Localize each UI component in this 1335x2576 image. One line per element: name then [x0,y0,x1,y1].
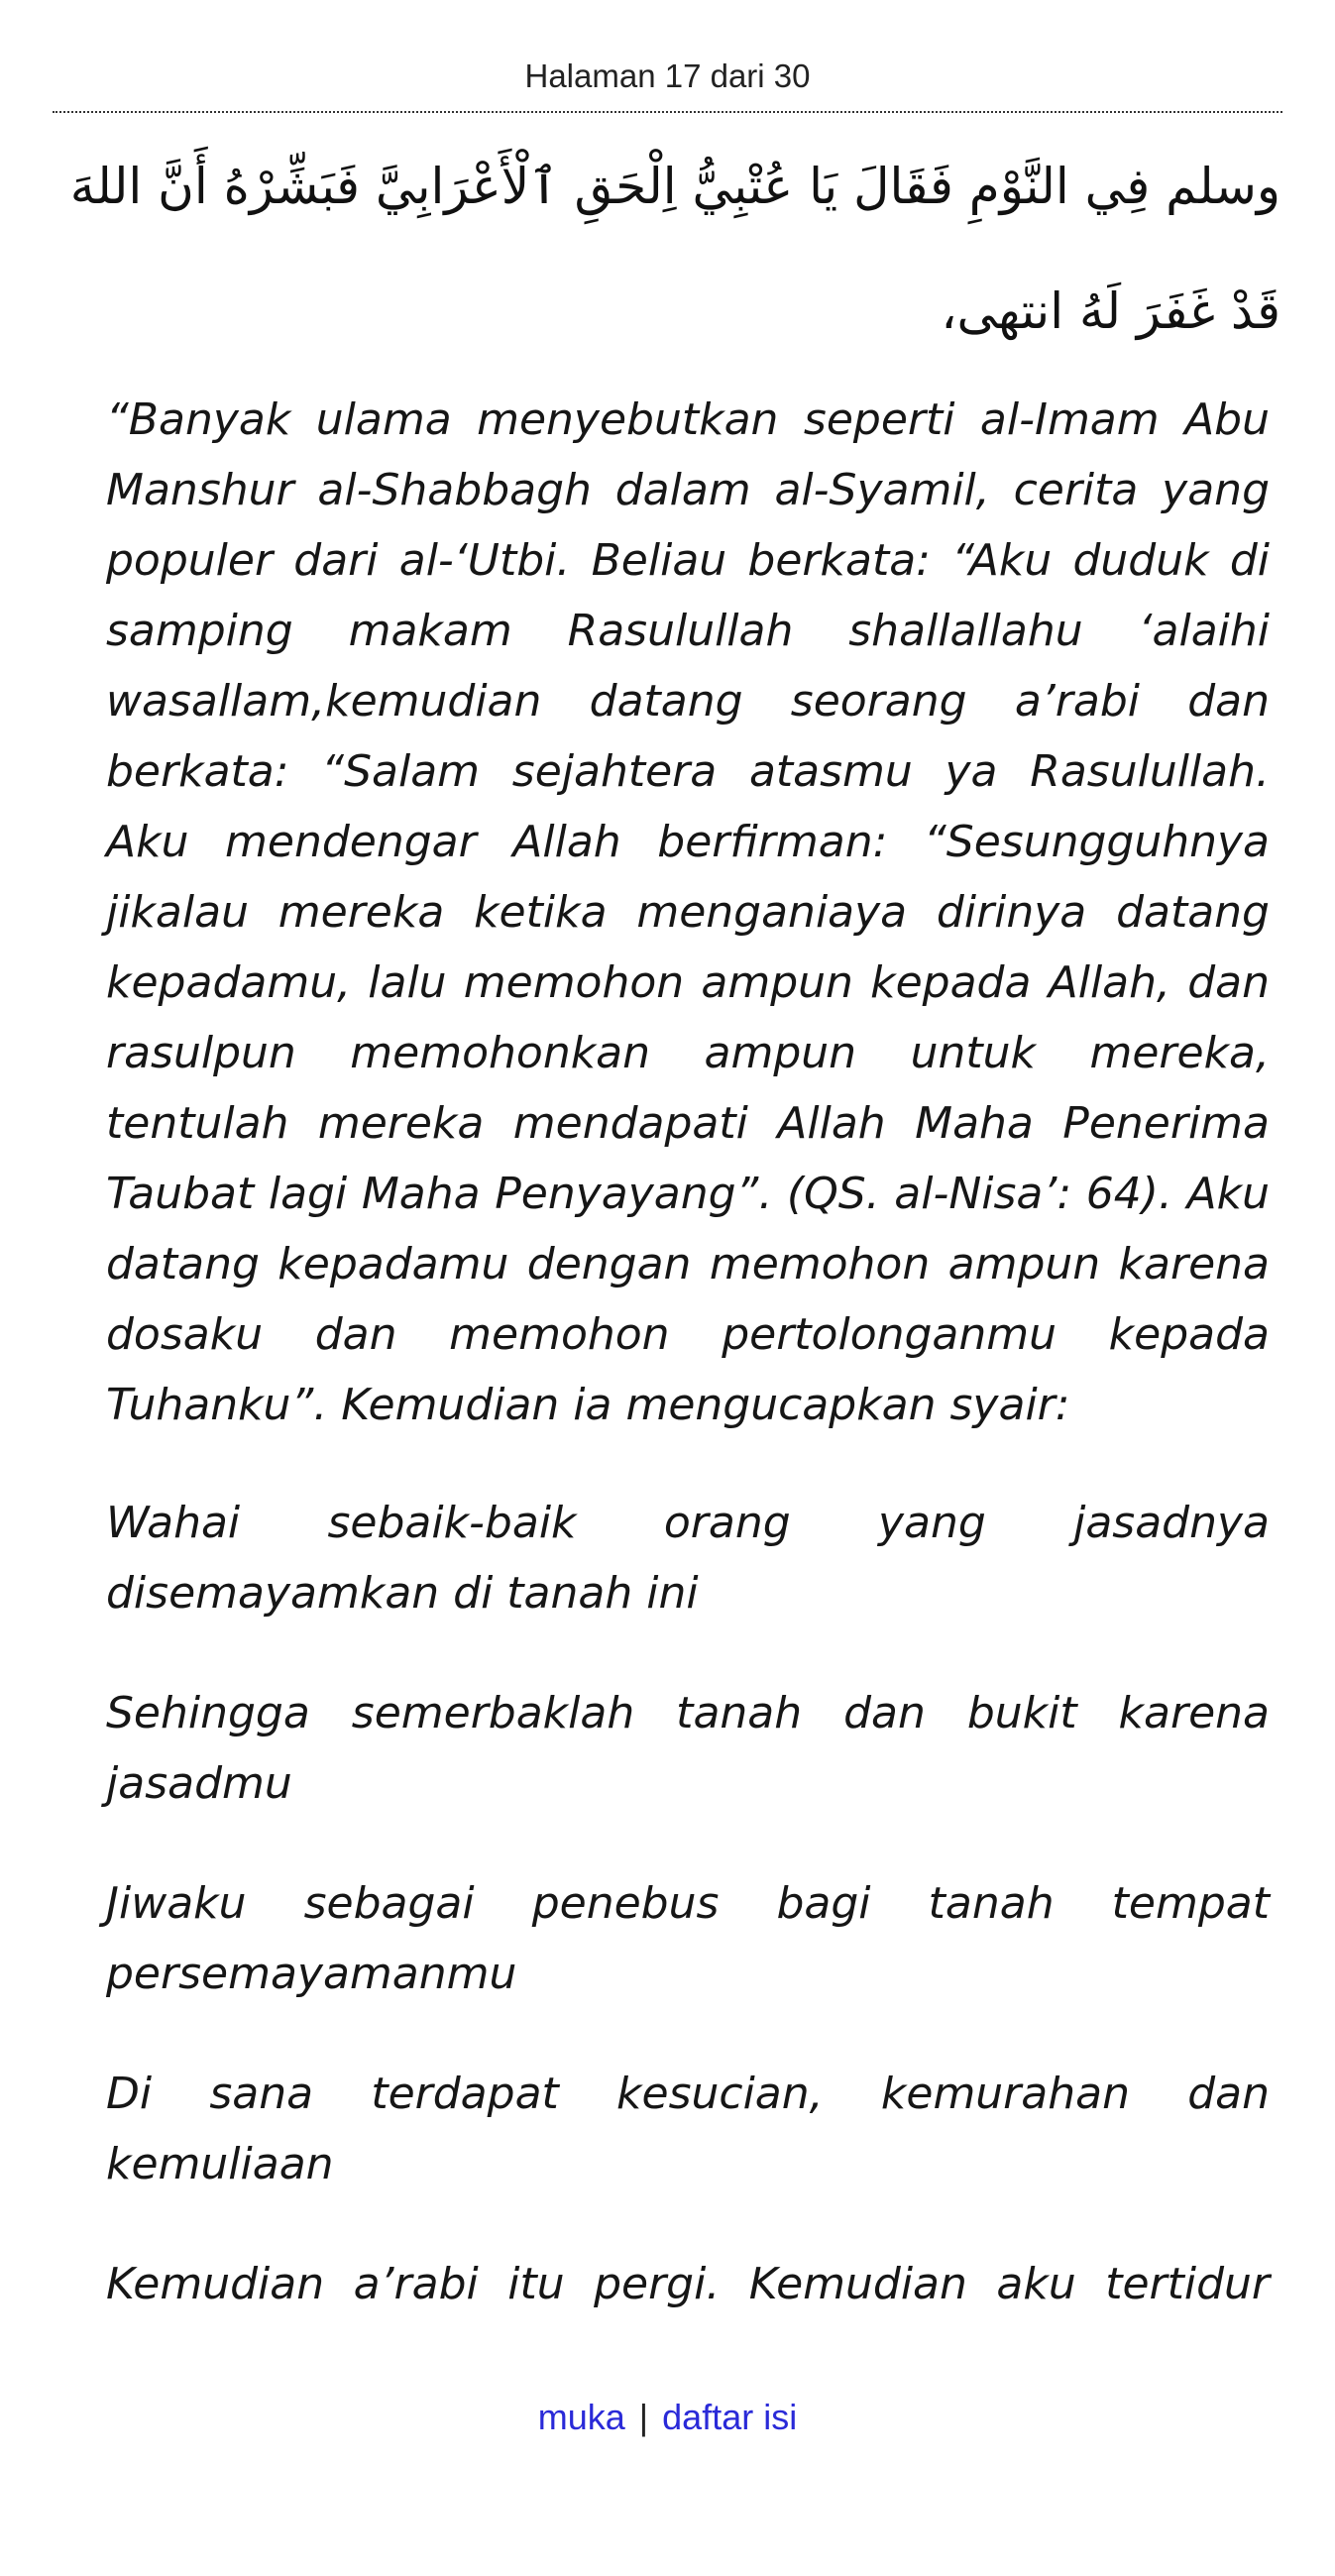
verse-line-2: Sehingga semerbaklah tanah dan bukit karena jasadmu [106,1688,1270,1809]
arabic-text: وسلم فِي النَّوْمِ فَقَالَ يَا عُتْبِيُّ اِلْحَقِ ٱلْأَعْرَابِيَّ فَبَشِّرْهُ أَنَّ اللهَ قَدْ غَفَرَ لَهُ انتهى، [69,158,1280,340]
verse-line-4: Di sana terdapat kesucian, kemurahan dan kemuliaan [106,2069,1270,2189]
nav-separator: | [638,2397,649,2437]
footer-navigation [0,2397,1335,2438]
verse-line-3: Jiwaku sebagai penebus bagi tanah tempat persemayamanmu [106,1878,1270,1999]
page-indicator: Halaman 17 dari 30 [53,57,1282,113]
table-of-contents-link[interactable]: daftar isi [662,2397,798,2437]
verse-line-1: Wahai sebaik-baik orang yang jasadnya disemayamkan di tanah ini [106,1498,1270,1619]
main-content [106,385,1270,2319]
closing-line: Kemudian a’rabi itu pergi. Kemudian aku tertidur [106,2259,1270,2309]
home-link[interactable]: muka [537,2397,625,2437]
body-paragraph: “Banyak ulama menyebutkan seperti al-Imam Abu Manshur al-Shabbagh dalam al-Syamil, cerita yang populer dari al-‘Utbi. Beliau berkata: “Aku duduk di samping makam Rasulullah shallallahu ‘alaihi wasallam,kemudian datang seorang a’rabi dan berkata: “Salam sejahtera atasmu ya Rasulullah. Aku mendengar Allah berfirman: “Sesungguhnya jikalau mereka ketika menganiaya dirinya datang kepadamu, lalu memohon ampun kepada Allah, dan rasulpun memohonkan ampun untuk mereka, tentulah mereka mendapati Allah Maha Penerima Taubat lagi Maha Penyayang”. (QS. al-Nisa’: 64). Aku datang kepadamu dengan memohon ampun karena dosaku dan memohon pertolonganmu kepada Tuhanku”. Kemudian ia mengucapkan syair: [106,394,1270,1430]
